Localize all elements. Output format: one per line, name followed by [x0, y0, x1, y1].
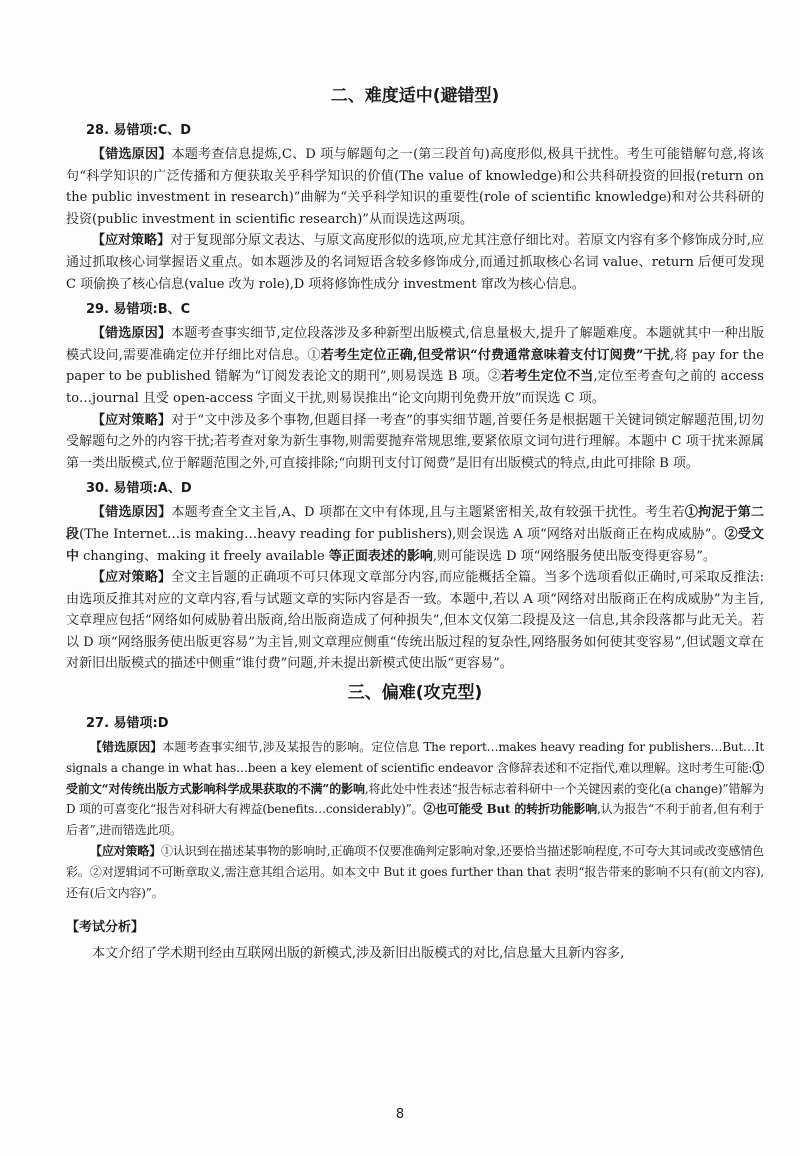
q30-reason-bold-1: ①拘泥于第二段 [66, 505, 764, 542]
strategy-label: 【应对策略】 [92, 570, 172, 586]
reason-label: 【错选原因】 [92, 505, 172, 521]
q30-reason-text-e: ,则可能误选 D 项“网络服务使出版变得更容易”。 [432, 548, 716, 564]
q29-reason [66, 323, 764, 409]
analysis-text: 本文介绍了学术期刊经由互联网出版的新模式,涉及新旧出版模式的对比,信息量大且新内容多, [92, 946, 625, 962]
reason-label: 【错选原因】 [92, 326, 172, 342]
q28-strategy [66, 230, 764, 295]
q27-strategy-text: ①认识到在描述某事物的影响时,正确项不仅要准确判定影响对象,还要恰当描述影响程度,不可夸大其词或改变感情色彩。②对逻辑词不可断章取义,需注意其组合运用。如本文中 But it goes further than that 表明“报告带来的影响不只有(前文内容),还有(后文内容)”。 [66, 844, 764, 900]
analysis-label: 【考试分析】 [66, 920, 145, 936]
q29-reason-text-d: ,定位至考查句之前的 access to…journal 且受 open-access 字面义干扰,则易误推出“论文向期刊免费开放”而误选 C 项。 [66, 369, 764, 406]
q30-reason-bold-3: 等正面表述的影响 [328, 548, 433, 564]
q28-heading: 28. 易错项:C、D [86, 123, 192, 138]
q30-reason [66, 502, 764, 567]
q29-heading: 29. 易错项:B、C [86, 302, 191, 318]
q29-strategy-text: 对于“文中涉及多个事物,但题目择一考查”的事实细节题,首要任务是根据题干关键词锁定解题范围,切勿受解题句之外的内容干扰;若考查对象为新生事物,则需要抛弃常规思维,要紧依原文词句进行理解。本题中 C 项干扰来源属第一类出版模式,位于解题范围之外,可直接排除;“向期刊支付订阅费”是旧有出版模式的特点,由此可排除 B 项。 [66, 412, 764, 471]
q30-reason-bold-2: ②受文中 [66, 526, 764, 564]
section-title-hard: 三、偏难(攻克型) [347, 683, 483, 704]
q30-reason-text-a: 本题考查全文主旨,A、D 项都在文中有体现,且与主题紧密相关,故有较强干扰性。考生若 [171, 505, 685, 521]
q28-reason-text: 本题考查信息提炼,C、D 项与解题句之一(第三段首句)高度形似,极具干扰性。考生可能错解句意,将该句“科学知识的广泛传播和方便获取关乎科学知识的价值(The value of knowledge)和公共科研投资的回报(return on the public investment in research)”曲解为“关乎科学知识的重要性(role of scientific knowledge)和对公共科研的投资(public investment in scientific research)”从而误选这两项。 [66, 147, 764, 227]
q30-reason-text-d: changing、making it freely available [79, 548, 329, 564]
q30-strategy-text: 全文主旨题的正确项不可只体现文章部分内容,而应能概括全篇。当多个选项看似正确时,可采取反推法:由选项反推其对应的文章内容,看与试题文章的实际内容是否一致。本题中,若以 A 项“网络对出版商正在构成威胁”为主旨,文章理应包括“网络如何威胁着出版商,给出版商造成了何种损失”,但本文仅第二段提及这一信息,其余段落都与此无关。若以 D 项“网络服务使出版更容易”为主旨,则文章理应侧重“传统出版过程的复杂性,网络服务如何使其变容易”,但试题文章在对新旧出版模式的描述中侧重“谁付费”问题,并未提出新模式使出版“更容易”。 [66, 570, 764, 672]
q30-reason-text-c: (The Internet…is making…heavy reading for publishers),则会误选 A 项“网络对出版商正在构成威胁”。 [79, 526, 725, 542]
q27-reason [66, 737, 764, 841]
q27-reason-bold-2: ②也可能受 But 的转折功能影响 [423, 802, 598, 817]
strategy-label: 【应对策略】 [92, 233, 171, 249]
strategy-label: 【应对策略】 [92, 412, 172, 428]
q29-reason-bold-1: 若考生定位正确,但受常识“付费通常意味着支付订阅费”干扰 [320, 347, 671, 363]
q29-reason-bold-2: 若考生定位不当 [501, 369, 594, 385]
section-title-moderate: 二、难度适中(避错型) [330, 86, 500, 106]
q30-strategy [66, 567, 764, 675]
reason-label: 【错选原因】 [92, 147, 172, 162]
q30-heading: 30. 易错项:A、D [86, 481, 192, 497]
q27-strategy [66, 841, 764, 903]
strategy-label: 【应对策略】 [90, 844, 162, 859]
q27-reason-text-d: ,认为报告“不利于前者,但有利于后者”,进而错选此项。 [66, 802, 764, 838]
q27-body [66, 737, 764, 903]
q27-heading: 27. 易错项:D [86, 716, 169, 732]
q27-reason-bold-1: ①受前文“对传统出版方式影响科学成果获取的不满”的影响 [66, 760, 764, 796]
q29-strategy [66, 410, 764, 475]
q29-reason-text-c: ,将 pay for the paper to be published 错解为“订阅发表论文的期刊”,则易误选 B 项。② [66, 347, 764, 385]
q27-reason-text-a: 本题考查事实细节,涉及某报告的影响。定位信息 The report…makes heavy reading for publishers…But…It signals a change in what has…been a key element of scientific endeavor 含修辞表述和不定指代,难以理解。这时考生可能: [66, 740, 764, 775]
q27-reason-text-c: ,将此处中性表述“报告标志着科研中一个关键因素的变化(a change)”错解为 D 项的可喜变化“报告对科研大有裨益(benefits…considerably)”。 [66, 781, 764, 817]
q29-reason-text-a: 本题考查事实细节,定位段落涉及多种新型出版模式,信息量极大,提升了解题难度。本题就其中一种出版模式设问,需要准确定位并仔细比对信息。① [66, 326, 764, 363]
q28-strategy-text: 对于复现部分原文表达、与原文高度形似的选项,应尤其注意仔细比对。若原文内容有多个修饰成分时,应通过抓取核心词掌握语义重点。如本题涉及的名词短语含较多修饰成分,而通过抓取核心名词 value、return 后便可发现 C 项偷换了核心信息(value 改为 role),D 项将修饰性成分 investment 窜改为核心信息。 [66, 233, 764, 292]
page-number: 8 [395, 1107, 405, 1122]
reason-label: 【错选原因】 [90, 740, 163, 755]
q28-reason [66, 144, 764, 230]
